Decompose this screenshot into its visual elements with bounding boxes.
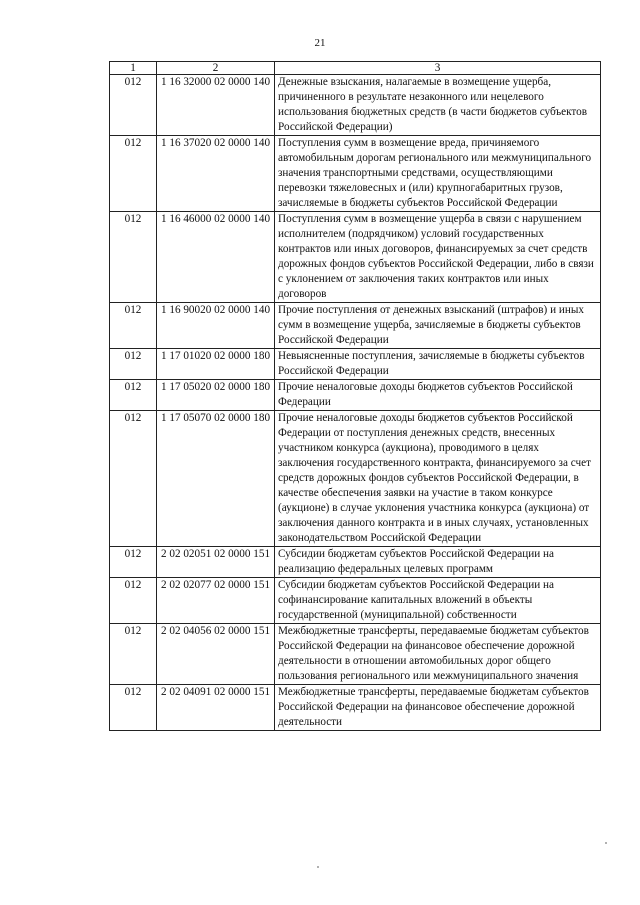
admin-code-cell: 012 xyxy=(110,349,157,380)
table-row xyxy=(110,349,601,380)
budget-code-cell: 1 16 37020 02 0000 140 xyxy=(157,136,275,212)
budget-code-cell: 2 02 02077 02 0000 151 xyxy=(157,578,275,624)
page-number: 21 xyxy=(314,37,326,49)
header-row xyxy=(110,62,601,75)
admin-code-cell: 012 xyxy=(110,380,157,411)
table-row xyxy=(110,685,601,731)
table-row xyxy=(110,136,601,212)
table-row xyxy=(110,380,601,411)
table-row xyxy=(110,212,601,303)
table-row xyxy=(110,578,601,624)
revenue-name-cell: Прочие поступления от денежных взысканий (штрафов) и иных сумм в возмещение ущерба, зачисляемые в бюджеты субъектов Российской Федерации xyxy=(275,303,601,349)
admin-code-cell: 012 xyxy=(110,685,157,731)
admin-code-cell: 012 xyxy=(110,624,157,685)
admin-code-cell: 012 xyxy=(110,411,157,547)
revenue-name-cell: Денежные взыскания, налагаемые в возмещение ущерба, причиненного в результате незаконного или нецелевого использования бюджетных средств (в части бюджетов субъектов Российской Федерации) xyxy=(275,75,601,136)
table-row xyxy=(110,624,601,685)
budget-code-cell: 2 02 04056 02 0000 151 xyxy=(157,624,275,685)
admin-code-cell: 012 xyxy=(110,547,157,578)
revenue-name-cell: Межбюджетные трансферты, передаваемые бюджетам субъектов Российской Федерации на финансовое обеспечение дорожной деятельности в отношении автомобильных дорог общего пользования регионального или межмуниципального значения xyxy=(275,624,601,685)
budget-code-cell: 1 17 05070 02 0000 180 xyxy=(157,411,275,547)
budget-code-cell: 2 02 02051 02 0000 151 xyxy=(157,547,275,578)
revenue-name-cell: Прочие неналоговые доходы бюджетов субъектов Российской Федерации от поступления денежных средств, внесенных участником конкурса (аукциона), проводимого в целях заключения государственного контракта, финансируемого за счет средств дорожных фондов субъектов Российской Федерации, в качестве обеспечения заявки на участие в таком конкурсе (аукционе) в случае уклонения участника конкурса (аукциона) от заключения данного контракта и в иных случаях, установленных законодательством Российской Федерации xyxy=(275,411,601,547)
admin-code-cell: 012 xyxy=(110,303,157,349)
table-row xyxy=(110,547,601,578)
admin-code-cell: 012 xyxy=(110,578,157,624)
scan-speck xyxy=(605,842,607,844)
budget-code-cell: 2 02 04091 02 0000 151 xyxy=(157,685,275,731)
revenue-name-cell: Поступления сумм в возмещение ущерба в связи с нарушением исполнителем (подрядчиком) условий государственных контрактов или иных договоров, финансируемых за счет средств дорожных фондов субъектов Российской Федерации, либо в связи с уклонением от заключения таких контрактов или иных договоров xyxy=(275,212,601,303)
scan-speck xyxy=(317,866,319,868)
table-row xyxy=(110,411,601,547)
revenue-name-cell: Субсидии бюджетам субъектов Российской Федерации на софинансирование капитальных вложений в объекты государственной (муниципальной) собственности xyxy=(275,578,601,624)
column-header-2: 2 xyxy=(157,62,275,75)
revenue-name-cell: Межбюджетные трансферты, передаваемые бюджетам субъектов Российской Федерации на финансовое обеспечение дорожной деятельности xyxy=(275,685,601,731)
revenue-name-cell: Субсидии бюджетам субъектов Российской Федерации на реализацию федеральных целевых программ xyxy=(275,547,601,578)
admin-code-cell: 012 xyxy=(110,75,157,136)
budget-code-cell: 1 16 32000 02 0000 140 xyxy=(157,75,275,136)
admin-code-cell: 012 xyxy=(110,136,157,212)
budget-code-cell: 1 17 01020 02 0000 180 xyxy=(157,349,275,380)
table-row xyxy=(110,303,601,349)
budget-code-cell: 1 17 05020 02 0000 180 xyxy=(157,380,275,411)
column-header-1: 1 xyxy=(110,62,157,75)
budget-code-cell: 1 16 46000 02 0000 140 xyxy=(157,212,275,303)
table-row xyxy=(110,75,601,136)
admin-code-cell: 012 xyxy=(110,212,157,303)
revenue-name-cell: Невыясненные поступления, зачисляемые в бюджеты субъектов Российской Федерации xyxy=(275,349,601,380)
budget-revenue-table xyxy=(109,61,601,731)
revenue-name-cell: Поступления сумм в возмещение вреда, причиняемого автомобильным дорогам регионального или межмуниципального значения транспортными средствами, осуществляющими перевозки тяжеловесных и (или) крупногабаритных грузов, зачисляемые в бюджеты субъектов Российской Федерации xyxy=(275,136,601,212)
revenue-name-cell: Прочие неналоговые доходы бюджетов субъектов Российской Федерации xyxy=(275,380,601,411)
column-header-3: 3 xyxy=(275,62,601,75)
budget-code-cell: 1 16 90020 02 0000 140 xyxy=(157,303,275,349)
